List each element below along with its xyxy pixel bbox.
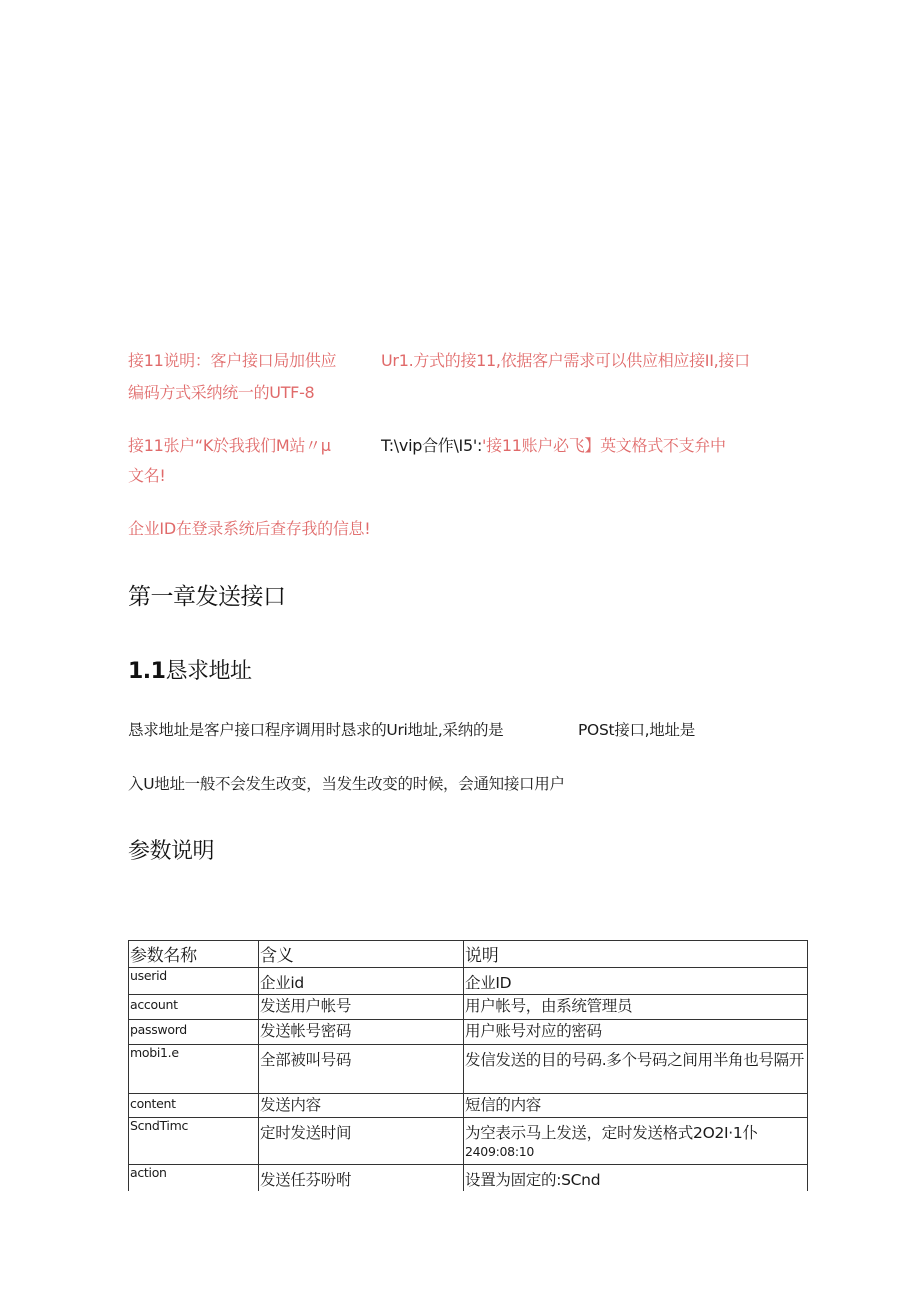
param-desc: 设置为固定的:SCnd — [464, 1165, 808, 1192]
param-meaning: 发送任芬吩咐 — [259, 1165, 464, 1192]
table-row — [129, 995, 808, 1020]
address-change-paragraph: 入U地址一般不会发生改变，当发生改变的时候，会通知接口用户 — [128, 775, 565, 793]
param-desc: 用户账号对应的密码 — [464, 1020, 808, 1045]
request-address-paragraph-left: 恳求地址是客户接口程序调用时恳求的Uri地址,采纳的是 — [128, 721, 504, 739]
header-meaning: 含义 — [259, 941, 464, 968]
param-name: userid — [129, 968, 259, 995]
table-row — [129, 1020, 808, 1045]
note-line3-right — [381, 433, 726, 456]
param-meaning: 发送内容 — [259, 1094, 464, 1118]
header-description: 说明 — [464, 941, 808, 968]
param-meaning: 企业id — [259, 968, 464, 995]
note-line1-right: Ur1.方式的接11,依据客户需求可以供应相应接II,接口 — [381, 351, 750, 370]
request-address-paragraph-right: POSt接口,地址是 — [578, 721, 695, 739]
note-line3-left: 接11张户“K於我我们M站〃μ — [128, 436, 331, 455]
param-name: mobi1.e — [129, 1045, 259, 1094]
param-name: password — [129, 1020, 259, 1045]
param-meaning: 发送用户帐号 — [259, 995, 464, 1020]
table-row — [129, 1045, 808, 1094]
note-line1-left: 接11说明：客户接口局加供应 — [128, 351, 337, 370]
table-row — [129, 968, 808, 995]
param-meaning: 全部被叫号码 — [259, 1045, 464, 1094]
params-table — [128, 940, 808, 1191]
note-line5: 企业ID在登录系统后查存我的信息! — [128, 519, 371, 538]
header-param-name: 参数名称 — [129, 941, 259, 968]
section-number: 1.1 — [128, 659, 166, 684]
param-name: content — [129, 1094, 259, 1118]
param-name: ScndTimc — [129, 1118, 259, 1165]
table-row — [129, 1118, 808, 1165]
param-meaning: 发送帐号密码 — [259, 1020, 464, 1045]
section-heading — [128, 654, 252, 685]
table-row — [129, 1165, 808, 1192]
note-line4: 文名! — [128, 466, 166, 485]
note-line3-path: T:\vip合作\I5': — [381, 436, 483, 455]
section-title: 恳求地址 — [165, 659, 252, 684]
params-heading: 参数说明 — [128, 839, 215, 864]
param-desc: 短信的内容 — [464, 1094, 808, 1118]
note-line3-warning: '接11账户必飞】英文格式不支弁中 — [482, 436, 726, 455]
note-line2: 编码方式采纳统一的UTF-8 — [128, 383, 315, 402]
param-name: action — [129, 1165, 259, 1192]
param-desc-line2: 2409:08:10 — [465, 1144, 535, 1159]
chapter-title: 第一章发送接口 — [128, 584, 286, 610]
param-desc: 为空表示马上发送，定时发送格式2O2I·1仆 2409:08:10 — [464, 1118, 808, 1165]
table-row — [129, 1094, 808, 1118]
param-desc: 企业ID — [464, 968, 808, 995]
param-name: account — [129, 995, 259, 1020]
param-meaning: 定时发送时间 — [259, 1118, 464, 1165]
param-desc: 用户帐号，由系统管理员 — [464, 995, 808, 1020]
table-header-row — [129, 941, 808, 968]
param-desc: 发信发送的目的号码.多个号码之间用半角也号隔开 — [464, 1045, 808, 1094]
